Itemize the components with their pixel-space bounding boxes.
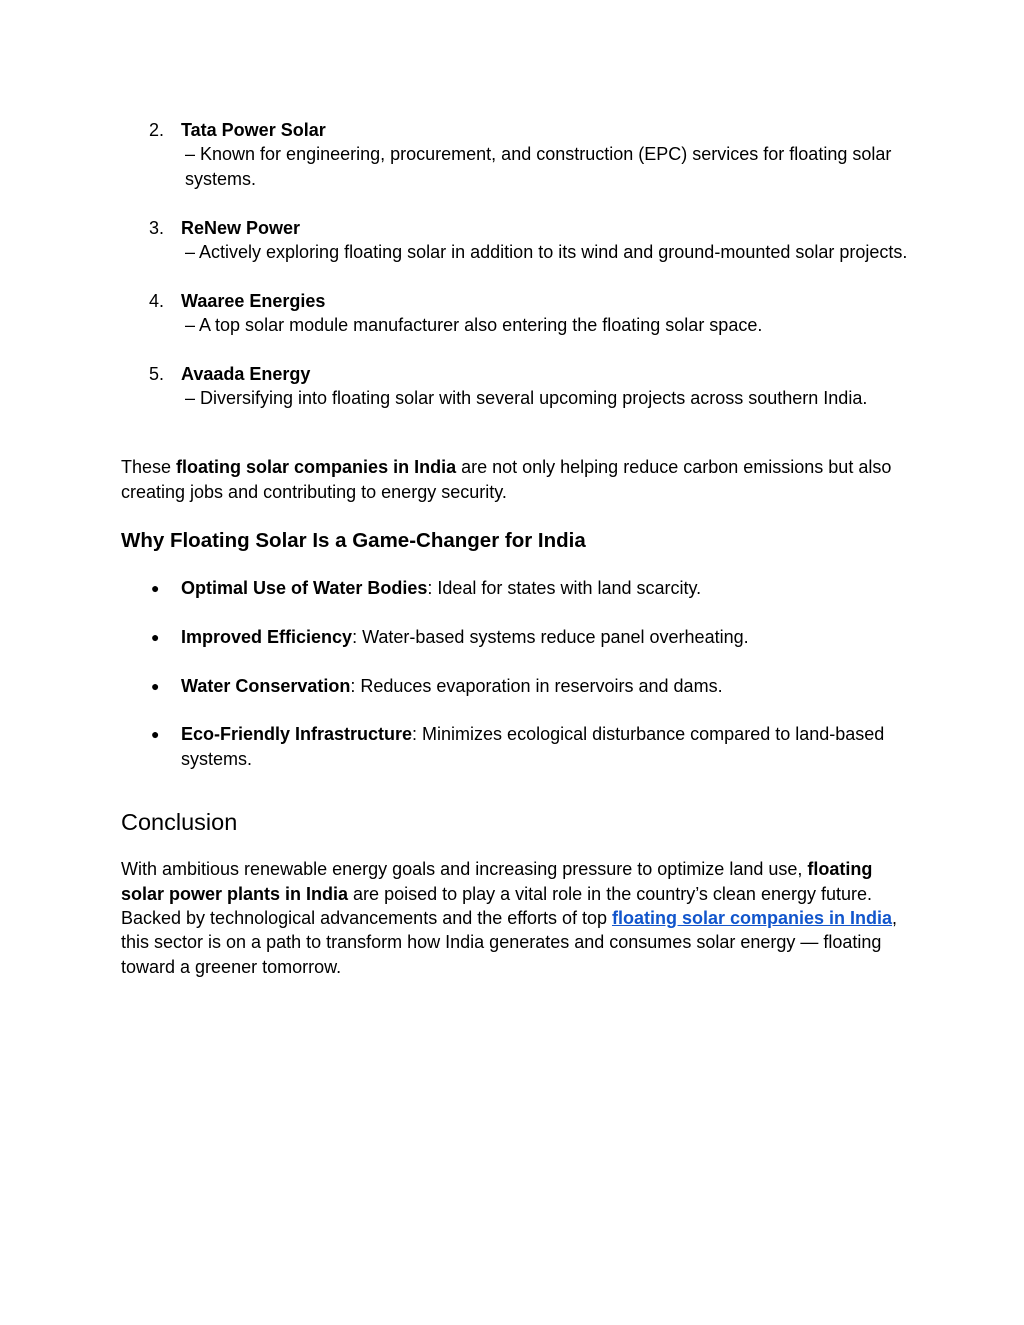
company-description: – A top solar module manufacturer also entering the floating solar space. [185,315,763,336]
bullet-icon: ● [151,628,160,645]
list-item [121,289,911,338]
list-number: 5. [149,364,165,385]
benefit-title: Improved Efficiency [181,626,353,647]
document-page [121,118,911,979]
company-description: – Known for engineering, procurement, and construction (EPC) services for floating solar systems. [185,144,892,189]
benefit-title: Water Conservation [181,675,351,696]
conclusion-text: are poised to play a vital role in the country’s clean energy future. Backed by technological advancements and the efforts of top [121,883,873,929]
list-item [121,576,911,600]
summary-bold: floating solar companies in India [176,457,457,478]
list-item [121,216,911,265]
list-number: 4. [149,290,165,311]
company-name: ReNew Power [181,217,301,238]
spacer [121,435,911,455]
company-list [121,118,911,411]
company-name: Waaree Energies [181,290,326,311]
benefit-text: : Ideal for states with land scarcity. [427,578,702,599]
why-heading: Why Floating Solar Is a Game-Changer for India [121,529,586,553]
list-item [121,362,911,411]
conclusion-text: , this sector is on a path to transform how India generates and consumes solar energy — floating toward a greener tomorrow. [121,908,898,977]
floating-solar-companies-link[interactable]: floating solar companies in India [611,908,893,929]
bullet-icon: ● [151,726,160,743]
benefit-title: Eco-Friendly Infrastructure [181,724,413,745]
summary-paragraph [121,455,911,504]
list-item [121,722,911,771]
list-number: 3. [149,217,165,238]
list-item [121,625,911,649]
summary-text: are not only helping reduce carbon emissions but also creating jobs and contributing to energy security. [121,457,892,502]
company-description: – Actively exploring floating solar in addition to its wind and ground-mounted solar projects. [185,242,908,263]
company-description: – Diversifying into floating solar with several upcoming projects across southern India. [185,388,868,409]
list-item [121,674,911,698]
company-name: Avaada Energy [181,364,311,385]
conclusion-text: With ambitious renewable energy goals and increasing pressure to optimize land use, [121,859,808,880]
bullet-icon: ● [151,677,160,694]
benefit-text: : Reduces evaporation in reservoirs and dams. [350,675,723,696]
benefit-title: Optimal Use of Water Bodies [181,578,428,599]
list-number: 2. [149,120,165,140]
company-name: Tata Power Solar [181,120,326,140]
summary-text: These [121,457,177,478]
conclusion-heading: Conclusion [121,809,238,836]
conclusion-bold: floating solar power plants in India [121,859,873,904]
benefits-list [121,576,911,771]
benefit-text: : Water-based systems reduce panel overheating. [352,626,749,647]
conclusion-paragraph [121,857,911,979]
benefit-text: : Minimizes ecological disturbance compared to land-based systems. [181,724,885,769]
list-item [121,118,911,191]
bullet-icon: ● [151,580,160,597]
